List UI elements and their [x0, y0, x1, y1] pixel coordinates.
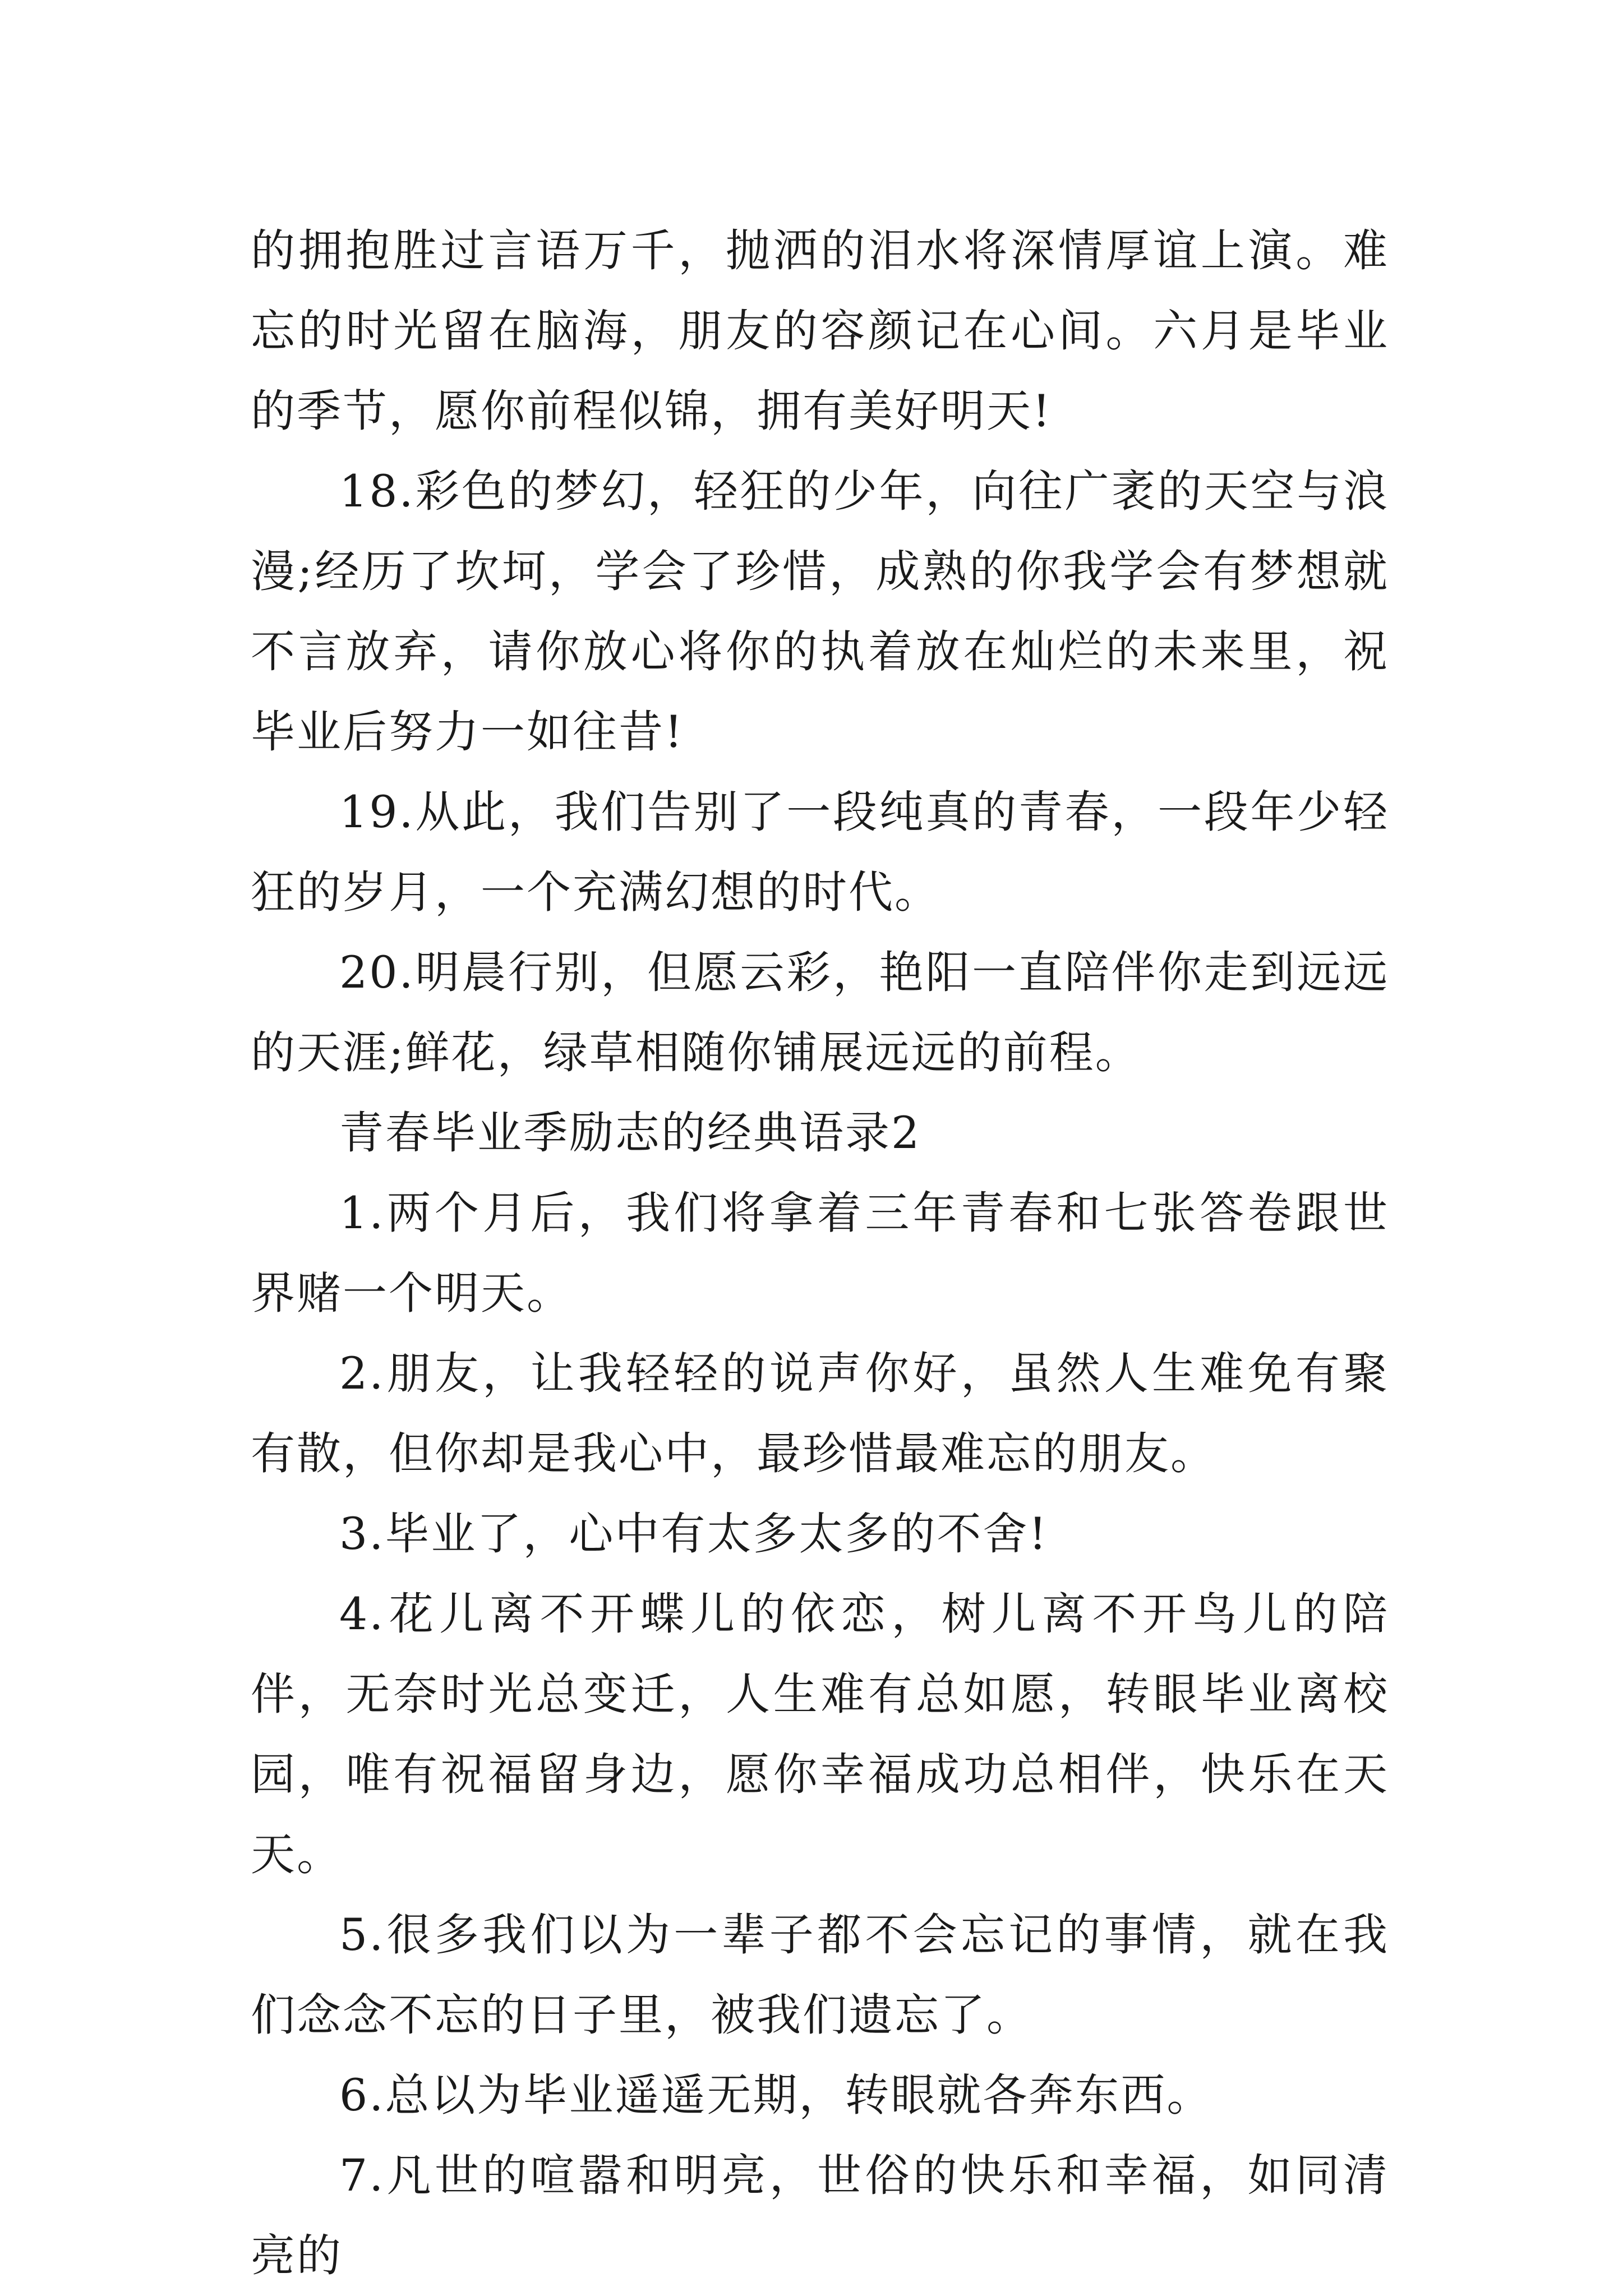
paragraph-item-1: 1.两个月后，我们将拿着三年青春和七张答卷跟世界赌一个明天。 — [251, 1187, 1389, 1319]
paragraph-item-3: 3.毕业了，心中有太多太多的不舍! — [339, 1508, 1049, 1560]
paragraph-item-5: 5.很多我们以为一辈子都不会忘记的事情，就在我们念念不忘的日子里，被我们遗忘了。 — [251, 1909, 1389, 2041]
paragraph-item-4: 4.花儿离不开蝶儿的依恋，树儿离不开鸟儿的陪伴，无奈时光总变迁，人生难有总如愿，转眼毕业离校园，唯有祝福留身边，愿你幸福成功总相伴，快乐在天天。 — [251, 1588, 1389, 1880]
paragraph-item-7: 7.凡世的喧嚣和明亮，世俗的快乐和幸福，如同清亮的 — [251, 2150, 1389, 2281]
section-heading: 青春毕业季励志的经典语录2 — [339, 1107, 921, 1159]
paragraph-continuation: 的拥抱胜过言语万千，抛洒的泪水将深情厚谊上演。难忘的时光留在脑海，朋友的容颜记在心间。六月是毕业的季节，愿你前程似锦，拥有美好明天! — [251, 225, 1389, 437]
document-body — [251, 211, 1389, 2296]
paragraph-item-18: 18.彩色的梦幻，轻狂的少年，向往广袤的天空与浪漫;经历了坎坷，学会了珍惜，成熟的你我学会有梦想就不言放弃，请你放心将你的执着放在灿烂的未来里，祝毕业后努力一如往昔! — [251, 465, 1389, 758]
paragraph-item-6: 6.总以为毕业遥遥无期，转眼就各奔东西。 — [339, 2069, 1213, 2121]
paragraph-item-20: 20.明晨行别，但愿云彩，艳阳一直陪伴你走到远远的天涯;鲜花，绿草相随你铺展远远的前程。 — [251, 947, 1389, 1078]
paragraph-item-19: 19.从此，我们告别了一段纯真的青春，一段年少轻狂的岁月，一个充满幻想的时代。 — [251, 786, 1389, 918]
paragraph-item-2: 2.朋友，让我轻轻的说声你好，虽然人生难免有聚有散，但你却是我心中，最珍惜最难忘的朋友。 — [251, 1348, 1389, 1479]
